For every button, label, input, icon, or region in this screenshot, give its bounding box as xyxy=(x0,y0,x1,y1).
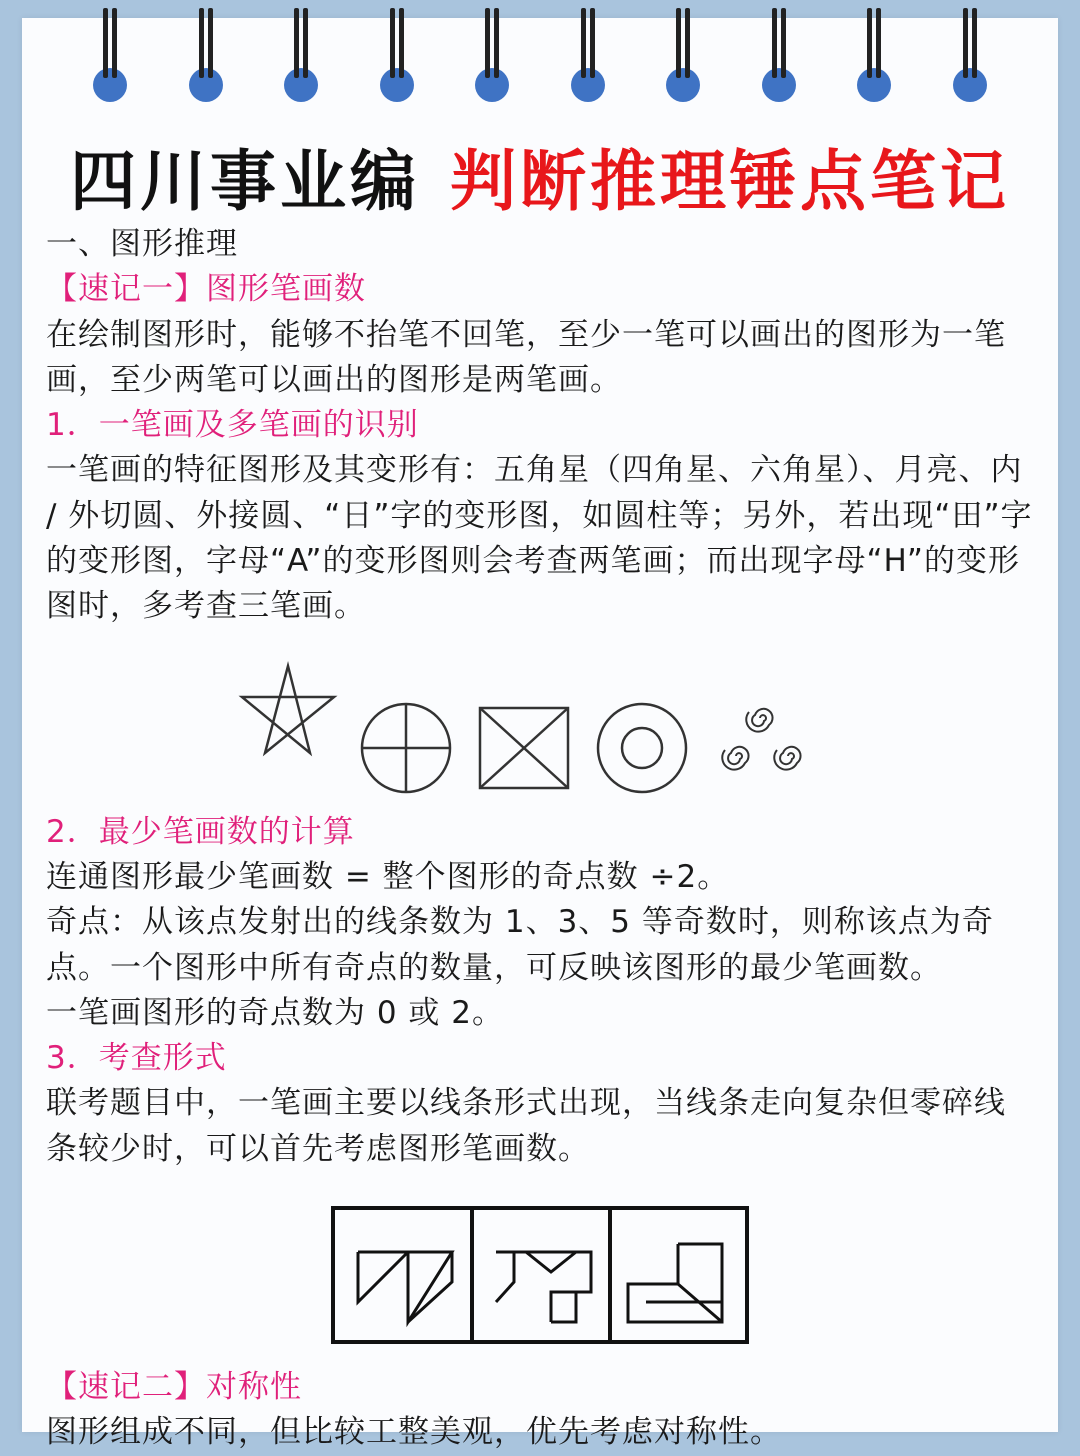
sub3-heading: 3．考查形式 xyxy=(46,1040,227,1077)
binding-ring xyxy=(762,8,796,108)
sub1-text: 一笔画的特征图形及其变形有：五角星（四角星、六角星）、月亮、内 / 外切圆、外接圆、“日”字的变形图，如圆柱等；另外，若出现“田”字的变形图，字母“A”的变形图则会考查两笔画；而出现字母“H”的变形图时，多考查三笔画。 xyxy=(46,452,1033,625)
title-part1: 四川事业编 xyxy=(70,143,420,220)
sub2-line1: 连通图形最少笔画数 = 整个图形的奇点数 ÷2。 xyxy=(46,858,730,895)
binding-ring xyxy=(666,8,700,108)
section-heading: 一、图形推理 xyxy=(46,226,238,262)
memo1-intro: 在绘制图形时，能够不抬笔不回笔，至少一笔可以画出的图形为一笔画，至少两笔可以画出的图形是两笔画。 xyxy=(46,316,1006,398)
spiral-icon xyxy=(722,709,800,770)
star-icon xyxy=(242,666,334,753)
binding-ring xyxy=(380,8,414,108)
sub2-line3: 一笔画图形的奇点数为 0 或 2。 xyxy=(46,994,505,1031)
exam-figure-1 xyxy=(358,1252,452,1322)
spiral-binding xyxy=(0,0,1080,110)
exam-figure-3 xyxy=(628,1244,722,1322)
notes-content xyxy=(46,222,1036,1456)
memo2-heading: 【速记二】对称性 xyxy=(46,1369,302,1406)
sub3-text: 联考题目中，一笔画主要以线条形式出现，当线条走向复杂但零碎线条较少时，可以首先考虑图形笔画数。 xyxy=(46,1085,1006,1167)
binding-ring xyxy=(93,8,127,108)
sub2-line2: 奇点：从该点发射出的线条数为 1、3、5 等奇数时，则称该点为奇点。一个图形中所有奇点的数量，可反映该图形的最少笔画数。 xyxy=(46,904,994,986)
binding-ring xyxy=(571,8,605,108)
binding-ring xyxy=(857,8,891,108)
sub1-heading: 1．一笔画及多笔画的识别 xyxy=(46,407,419,444)
memo1-heading: 【速记一】图形笔画数 xyxy=(46,271,366,308)
circle-cross-icon xyxy=(362,704,450,792)
exam-figure-2 xyxy=(496,1252,591,1322)
binding-ring xyxy=(284,8,318,108)
memo2-text: 图形组成不同，但比较工整美观，优先考虑对称性。 xyxy=(46,1414,782,1451)
exam-figures xyxy=(46,1172,1036,1365)
sub2-heading: 2．最少笔画数的计算 xyxy=(46,813,355,850)
one-stroke-figures xyxy=(46,630,1036,810)
binding-ring xyxy=(189,8,223,108)
box-cross-icon xyxy=(480,708,568,788)
binding-ring xyxy=(953,8,987,108)
title-part2: 判断推理锤点笔记 xyxy=(450,143,1010,220)
page-title xyxy=(0,128,1080,223)
double-circle-icon xyxy=(598,704,686,792)
binding-ring xyxy=(475,8,509,108)
